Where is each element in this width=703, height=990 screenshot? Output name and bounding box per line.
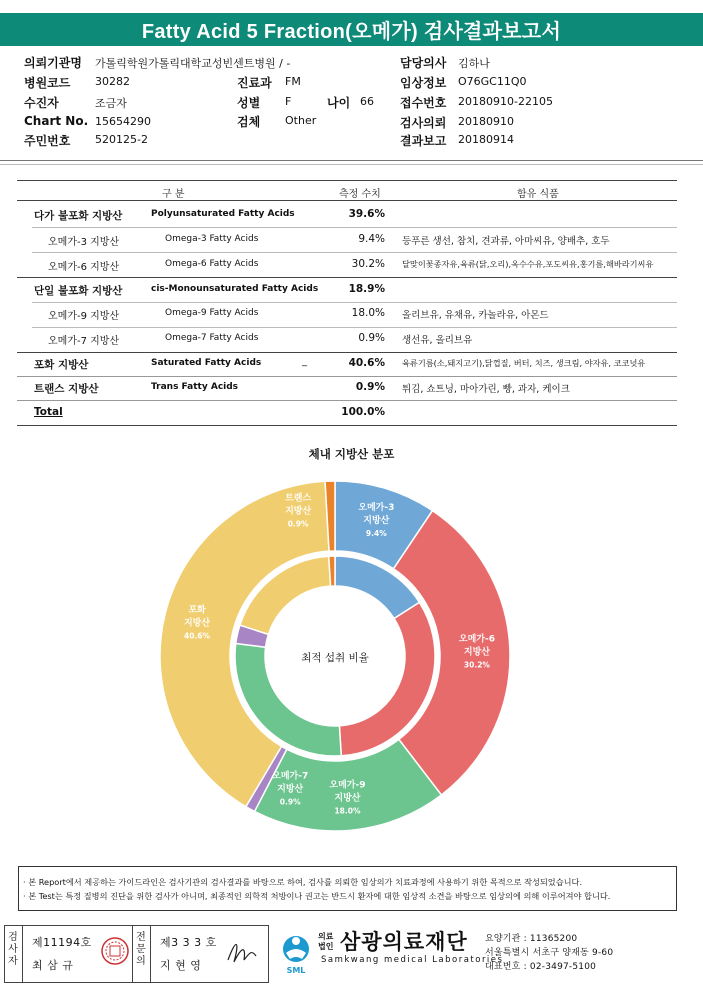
receipt-value: 20180910-22105: [458, 95, 553, 108]
care-number: 요양기관 : 11365200: [485, 934, 578, 944]
slice-name-label: 포화: [188, 605, 206, 616]
divider: [150, 925, 151, 983]
table-top-line: [17, 180, 677, 181]
row-ko-label: 트랜스 지방산: [34, 383, 99, 395]
org-en-name: Samkwang medical Laboratories: [321, 955, 504, 965]
slice-name-label: 오메가-6: [458, 634, 495, 645]
slice-name-label: 트랜스: [285, 493, 312, 504]
specialist-license: 제3 3 3 호: [160, 936, 217, 949]
report-value: 20180914: [458, 133, 514, 146]
slice-value-label: 0.9%: [279, 797, 301, 807]
org-type: 의료 법인: [318, 932, 334, 951]
slice-name-label: 오메가-7: [272, 771, 309, 782]
row-foods: 등푸른 생선, 참치, 견과류, 아마씨유, 양배추, 호두: [402, 236, 610, 247]
row-line: [17, 277, 677, 278]
slice-name-label: 지방산: [285, 506, 312, 517]
header-foods: 함유 식품: [517, 189, 559, 200]
sml-badge: SML: [286, 966, 306, 975]
slice-name-label: 지방산: [463, 647, 490, 658]
footer: [0, 924, 703, 986]
row-line: [17, 352, 677, 353]
org-phone: 대표번호 : 02-3497-5100: [485, 962, 597, 972]
total-value: 100.0%: [341, 406, 385, 418]
specialist-name: 지 현 영: [160, 959, 202, 972]
row-line: [32, 327, 677, 328]
slice-name-label: 오메가-3: [358, 503, 395, 514]
divider: [132, 925, 133, 983]
clinical-label: 임상정보: [400, 76, 447, 90]
row-value: 40.6%: [348, 357, 385, 369]
report-title: Fatty Acid 5 Fraction(오메가) 검사결과보고서: [0, 13, 703, 46]
slice-value-label: 40.6%: [184, 631, 211, 641]
row-mark: _: [302, 356, 307, 367]
chart-value: 15654290: [95, 115, 151, 128]
table-bottom-line: [17, 425, 677, 426]
slice-name-label: 지방산: [363, 516, 390, 527]
row-line: [32, 302, 677, 303]
slice-name-label: 오메가-9: [329, 780, 366, 791]
info-divider: [0, 160, 703, 161]
row-value: 0.9%: [358, 332, 385, 344]
request-label: 검사의뢰: [400, 116, 447, 130]
specimen-label: 검체: [237, 115, 261, 129]
chart-label: Chart No.: [24, 114, 89, 128]
age-value: 66: [360, 95, 374, 108]
row-line: [32, 227, 677, 228]
slice-value-label: 30.2%: [463, 660, 490, 670]
code-label: 병원코드: [24, 76, 71, 90]
row-ko-label: 오메가-3 지방산: [48, 237, 120, 248]
sex-label: 성별: [237, 96, 261, 110]
row-en-label: Omega-6 Fatty Acids: [165, 259, 259, 269]
org-address: 서울특별시 서초구 양재동 9-60: [485, 948, 614, 958]
slice-name-label: 지방산: [334, 793, 361, 804]
note-line: · 본 Report에서 제공하는 가이드라인은 검사기관의 검사결과를 바탕으로 하여, 검사를 의뢰한 임상의가 치료과정에 사용하기 위한 목적으로 작성되었습니다.: [23, 877, 583, 887]
header-category: 구 분: [162, 189, 185, 200]
seal-icon: [100, 936, 130, 966]
dept-label: 진료과: [237, 76, 272, 90]
tester-label: 검 사 자: [8, 932, 18, 967]
age-label: 나이: [327, 96, 351, 110]
dept-value: FM: [285, 75, 301, 88]
row-foods: 튀김, 쇼트닝, 마아가린, 빵, 과자, 케이크: [402, 384, 570, 395]
total-label: Total: [34, 406, 63, 418]
row-foods: 올리브유, 유채유, 카놀라유, 아몬드: [402, 310, 549, 321]
row-en-label: Omega-9 Fatty Acids: [165, 308, 259, 318]
row-value: 39.6%: [348, 208, 385, 220]
tester-license: 제11194호: [32, 936, 92, 949]
institution-label: 의뢰기관명: [24, 56, 82, 70]
inner-slice: [329, 556, 335, 586]
row-ko-label: 오메가-9 지방산: [48, 311, 120, 322]
tester-name: 최 삼 규: [32, 959, 74, 972]
request-value: 20180910: [458, 115, 514, 128]
row-value: 30.2%: [351, 258, 385, 270]
slice-value-label: 9.4%: [365, 529, 387, 539]
info-divider-2: [0, 164, 703, 165]
chart-title: 체내 지방산 분포: [308, 447, 395, 461]
row-en-label: Omega-7 Fatty Acids: [165, 333, 259, 343]
row-en-label: Saturated Fatty Acids: [151, 358, 262, 368]
resident-value: 520125-2: [95, 133, 148, 146]
header-value: 측정 수치: [339, 189, 381, 200]
code-value: 30282: [95, 75, 130, 88]
row-line: [32, 252, 677, 253]
institution-value: 가톨릭학원가톨릭대학교성빈센트병원 / -: [95, 57, 291, 70]
row-foods: 달맞이꽃종자유,육류(닭,오리),옥수수유,포도씨유,홍기름,해바라기씨유: [402, 259, 654, 269]
row-en-label: Omega-3 Fatty Acids: [165, 234, 259, 244]
signature-icon: [222, 934, 262, 970]
note-line: · 본 Test는 특정 질병의 진단을 위한 검사가 아니며, 최종적인 의학적 처방이나 권고는 반드시 환자에 대한 임상적 소견을 바탕으로 임상의에 의해 이루어져야 합니다.: [23, 891, 611, 901]
row-ko-label: 다가 불포화 지방산: [34, 210, 123, 222]
org-name: 삼광의료재단: [340, 930, 468, 954]
row-value: 18.9%: [348, 283, 385, 295]
row-line: [17, 376, 677, 377]
row-foods: 육류기름(소,돼지고기),닭껍질, 버터, 치즈, 생크림, 야자유, 코코넛유: [402, 358, 646, 368]
doctor-value: 김하나: [458, 57, 490, 70]
row-value: 9.4%: [358, 233, 385, 245]
row-foods: 생선유, 올리브유: [402, 335, 473, 346]
slice-value-label: 18.0%: [334, 806, 361, 816]
row-en-label: cis-Monounsaturated Fatty Acids: [151, 284, 319, 294]
specimen-value: Other: [285, 114, 317, 127]
slice-value-label: 0.9%: [287, 519, 309, 529]
divider: [22, 925, 23, 983]
name-value: 조금자: [95, 97, 127, 110]
clinical-value: O76GC11Q0: [458, 75, 527, 88]
sex-value: F: [285, 95, 292, 108]
row-value: 18.0%: [351, 307, 385, 319]
header-line: [17, 200, 677, 201]
slice-name-label: 지방산: [183, 618, 211, 629]
row-ko-label: 단일 불포화 지방산: [34, 285, 123, 297]
donut-center-label: 최적 섭취 비율: [301, 652, 369, 664]
notes-box: [18, 866, 677, 911]
row-en-label: Trans Fatty Acids: [151, 382, 239, 392]
resident-label: 주민번호: [24, 134, 71, 148]
row-en-label: Polyunsaturated Fatty Acids: [151, 209, 295, 219]
row-ko-label: 오메가-7 지방산: [48, 336, 120, 347]
fatty-acid-donut-chart: [160, 481, 510, 831]
sml-logo-icon: [272, 927, 322, 979]
report-label: 결과보고: [400, 134, 447, 148]
row-value: 0.9%: [355, 381, 385, 393]
row-line: [17, 400, 677, 401]
row-ko-label: 오메가-6 지방산: [48, 262, 120, 273]
slice-name-label: 지방산: [277, 784, 304, 795]
receipt-label: 접수번호: [400, 96, 447, 110]
specialist-label: 전 문 의: [136, 932, 146, 967]
row-ko-label: 포화 지방산: [34, 359, 89, 371]
doctor-label: 담당의사: [400, 56, 447, 70]
name-label: 수진자: [24, 96, 59, 110]
